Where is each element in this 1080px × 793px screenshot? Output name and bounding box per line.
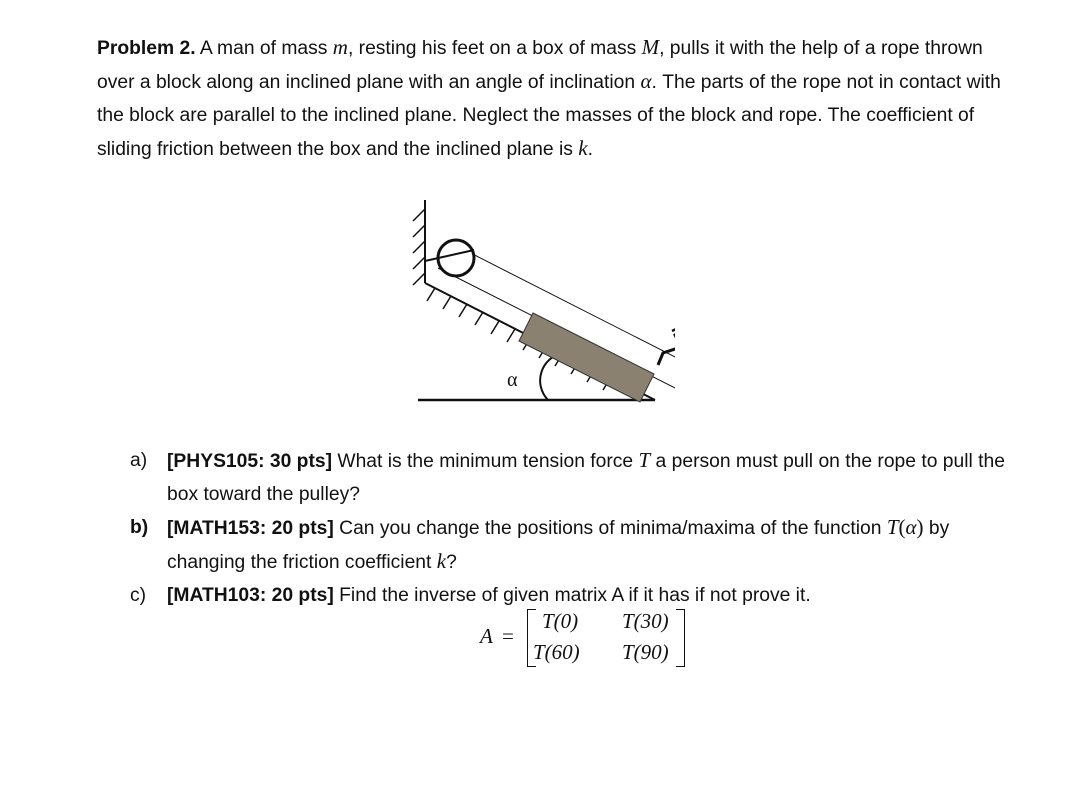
matrix-lhs: A (480, 624, 493, 648)
var-k: k (578, 136, 588, 160)
wall-hatching (413, 209, 425, 285)
question-b-text-2: by changing the friction coefficient (167, 518, 950, 573)
question-b-paren-close: ) (916, 515, 924, 539)
question-b-label: b) (130, 517, 149, 538)
question-b-tag: [MATH153: 20 pts] (167, 518, 334, 539)
question-c-label: c) (130, 585, 147, 606)
intro-text-2: , resting his feet on a box of mass (347, 38, 642, 59)
var-M: M (641, 35, 660, 59)
intro-text-5: . (587, 139, 593, 160)
question-a-tag: [PHYS105: 30 pts] (167, 451, 333, 472)
question-b-paren-open: ( (898, 515, 906, 539)
angle-label: α (507, 369, 518, 391)
man-body (658, 315, 675, 365)
question-a-label: a) (130, 450, 148, 471)
question-c-tag: [MATH103: 20 pts] (167, 585, 334, 606)
question-a-text-1: What is the minimum tension force (332, 451, 639, 472)
question-a-text-2: a person must pull on the rope to pull the box toward the pulley? (167, 451, 1005, 505)
matrix-equals: = (502, 624, 514, 648)
figure-svg (405, 195, 675, 410)
matrix-cell-2-1: T(60) (533, 640, 580, 664)
matrix-cell-1-1: T(0) (542, 609, 579, 633)
intro-text-3: , pulls it with the help of a rope thrown over a block along an inclined plane with an angle of inclination (97, 38, 983, 93)
var-m: m (332, 35, 348, 59)
question-b-var-alpha: α (905, 515, 917, 539)
question-b (130, 511, 1025, 579)
problem-label: Problem 2. (97, 38, 196, 59)
question-c-text-1: Find the inverse of given matrix A if it has if not prove it. (333, 585, 811, 606)
matrix-right-bracket (676, 609, 685, 667)
pulley (438, 240, 474, 276)
inclined-plane-figure (405, 195, 675, 410)
question-a-var-T: T (638, 448, 651, 472)
question-b-text-1: Can you change the positions of minima/maxima of the function (333, 518, 887, 539)
problem-statement (97, 31, 1022, 166)
matrix-cell-2-2: T(90) (622, 640, 669, 664)
question-list (130, 444, 1025, 612)
matrix-cell-1-2: T(30) (622, 609, 669, 633)
question-b-text-3: ? (446, 552, 457, 573)
question-b-var-T: T (886, 515, 899, 539)
var-alpha: α (640, 69, 652, 93)
matrix-equation (478, 607, 728, 667)
question-b-var-k: k (436, 549, 447, 573)
question-a (130, 444, 1025, 511)
man-arm (672, 325, 675, 331)
intro-text-1: A man of mass (195, 38, 333, 59)
intro-text-4: . The parts of the rope not in contact with the block are parallel to the inclined plane. Neglect the masses of the block and rope. The coefficient of sliding friction between the box and the inclined plane is (97, 72, 1001, 160)
